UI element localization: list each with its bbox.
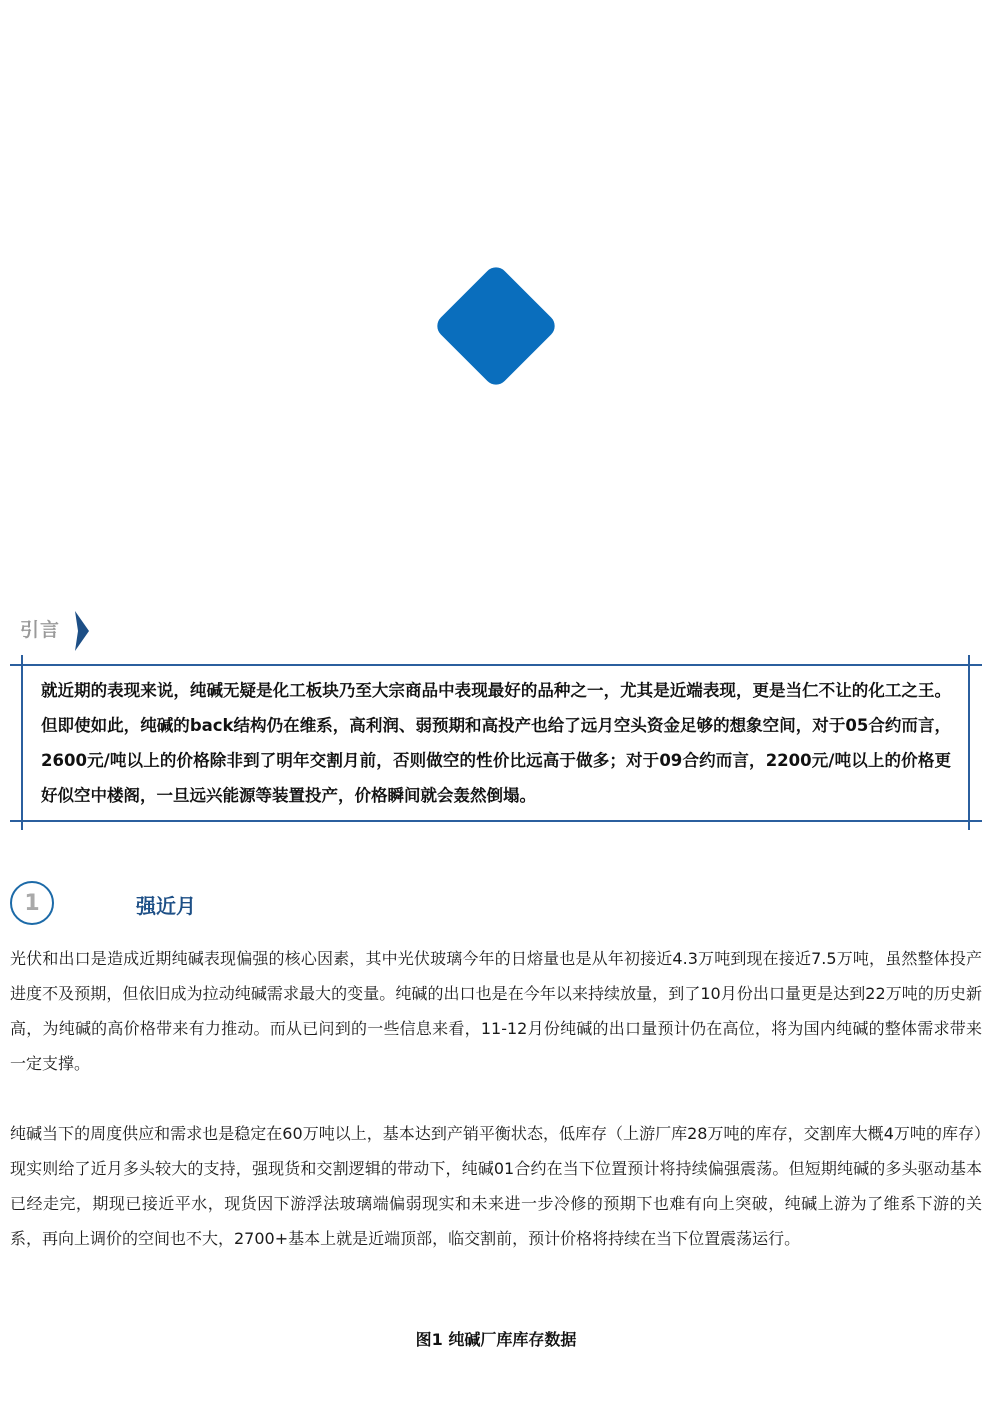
intro-text: 就近期的表现来说，纯碱无疑是化工板块乃至大宗商品中表现最好的品种之一，尤其是近端表现，更是当仁不让的化工之王。但即使如此，纯碱的back结构仍在维系，高利润、弱预期和高投产也给了远月空头资金足够的想象空间，对于05合约而言，2600元/吨以上的价格除非到了明年交割月前，否则做空的性价比远高于做多；对于09合约而言，2200元/吨以上的价格更好似空中楼阁，一旦远兴能源等装置投产，价格瞬间就会轰然倒塌。 bbox=[41, 681, 951, 805]
frame-left-line bbox=[21, 655, 23, 830]
body-paragraph-1: 光伏和出口是造成近期纯碱表现偏强的核心因素，其中光伏玻璃今年的日熔量也是从年初接近4.3万吨到现在接近7.5万吨，虽然整体投产进度不及预期，但依旧成为拉动纯碱需求最大的变量。纯碱的出口也是在今年以来持续放量，到了10月份出口量更是达到22万吨的历史新高，为纯碱的高价格带来有力推动。而从已问到的一些信息来看，11-12月份纯碱的出口量预计仍在高位，将为国内纯碱的整体需求带来一定支撑。 bbox=[10, 949, 982, 1073]
frame-right-line bbox=[968, 655, 970, 830]
chevron-right-icon bbox=[75, 611, 89, 651]
section-number-badge: 1 bbox=[10, 881, 54, 925]
section-title: 强近月 bbox=[136, 894, 196, 918]
intro-label: 引言 bbox=[20, 619, 61, 641]
frame-top-line bbox=[10, 664, 982, 666]
diamond-logo-icon bbox=[425, 255, 567, 397]
figure-caption: 图1 纯碱厂库库存数据 bbox=[415, 1330, 577, 1349]
frame-bottom-line bbox=[10, 820, 982, 822]
body-paragraph-2: 纯碱当下的周度供应和需求也是稳定在60万吨以上，基本达到产销平衡状态，低库存（上游厂库28万吨的库存，交割库大概4万吨的库存）现实则给了近月多头较大的支持，强现货和交割逻辑的带动下，纯碱01合约在当下位置预计将持续偏强震荡。但短期纯碱的多头驱动基本已经走完，期现已接近平水，现货因下游浮法玻璃端偏弱现实和未来进一步冷修的预期下也难有向上突破，纯碱上游为了维系下游的关系，再向上调价的空间也不大，2700+基本上就是近端顶部，临交割前，预计价格将持续在当下位置震荡运行。 bbox=[10, 1124, 982, 1248]
